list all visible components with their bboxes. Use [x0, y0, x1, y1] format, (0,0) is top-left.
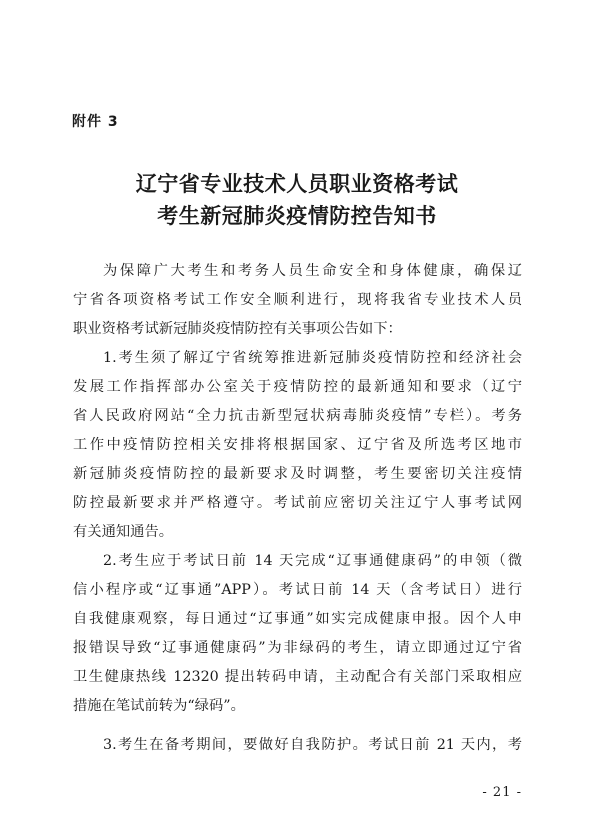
body-line: 为保障广大考生和考务人员生命安全和身体健康，确保辽 [103, 263, 522, 279]
body-line: 宁省各项资格考试工作安全顺利进行，现将我省专业技术人员 [73, 292, 522, 308]
body-line: 信小程序或“辽事通”APP）。考试日前 14 天（含考试日）进行 [73, 582, 522, 598]
body-line: 自我健康观察，每日通过“辽事通”如实完成健康申报。因个人申 [73, 611, 522, 627]
body-line: 3.考生在备考期间，要做好自我防护。考试日前 21 天内，考 [103, 737, 522, 753]
body-line: 省人民政府网站“全力抗击新型冠状病毒肺炎疫情”专栏）。考务 [73, 408, 522, 424]
document-title-line-2: 考生新冠肺炎疫情防控告知书 [157, 204, 437, 228]
body-line: 发展工作指挥部办公室关于疫情防控的最新通知和要求（辽宁 [73, 379, 522, 395]
body-line: 防控最新要求并严格遵守。考试前应密切关注辽宁人事考试网 [73, 495, 522, 511]
document-title-line-1: 辽宁省专业技术人员职业资格考试 [135, 172, 459, 196]
page-number: - 21 - [482, 785, 522, 800]
attachment-label: 附件 3 [72, 114, 119, 130]
body-line: 工作中疫情防控相关安排将根据国家、辽宁省及所选考区地市 [73, 437, 522, 453]
body-line: 1.考生须了解辽宁省统筹推进新冠肺炎疫情防控和经济社会 [103, 350, 522, 366]
body-line: 新冠肺炎疫情防控的最新要求及时调整，考生要密切关注疫情 [73, 466, 522, 482]
body-line: 卫生健康热线 12320 提出转码申请，主动配合有关部门采取相应 [73, 669, 522, 685]
body-line: 措施在笔试前转为“绿码”。 [73, 698, 245, 714]
body-line: 职业资格考试新冠肺炎疫情防控有关事项公告如下： [73, 321, 402, 337]
body-line: 有关通知通告。 [73, 524, 174, 540]
body-line: 报错误导致“辽事通健康码”为非绿码的考生，请立即通过辽宁省 [73, 640, 522, 656]
body-line: 2.考生应于考试日前 14 天完成“辽事通健康码”的申领（微 [103, 553, 522, 569]
